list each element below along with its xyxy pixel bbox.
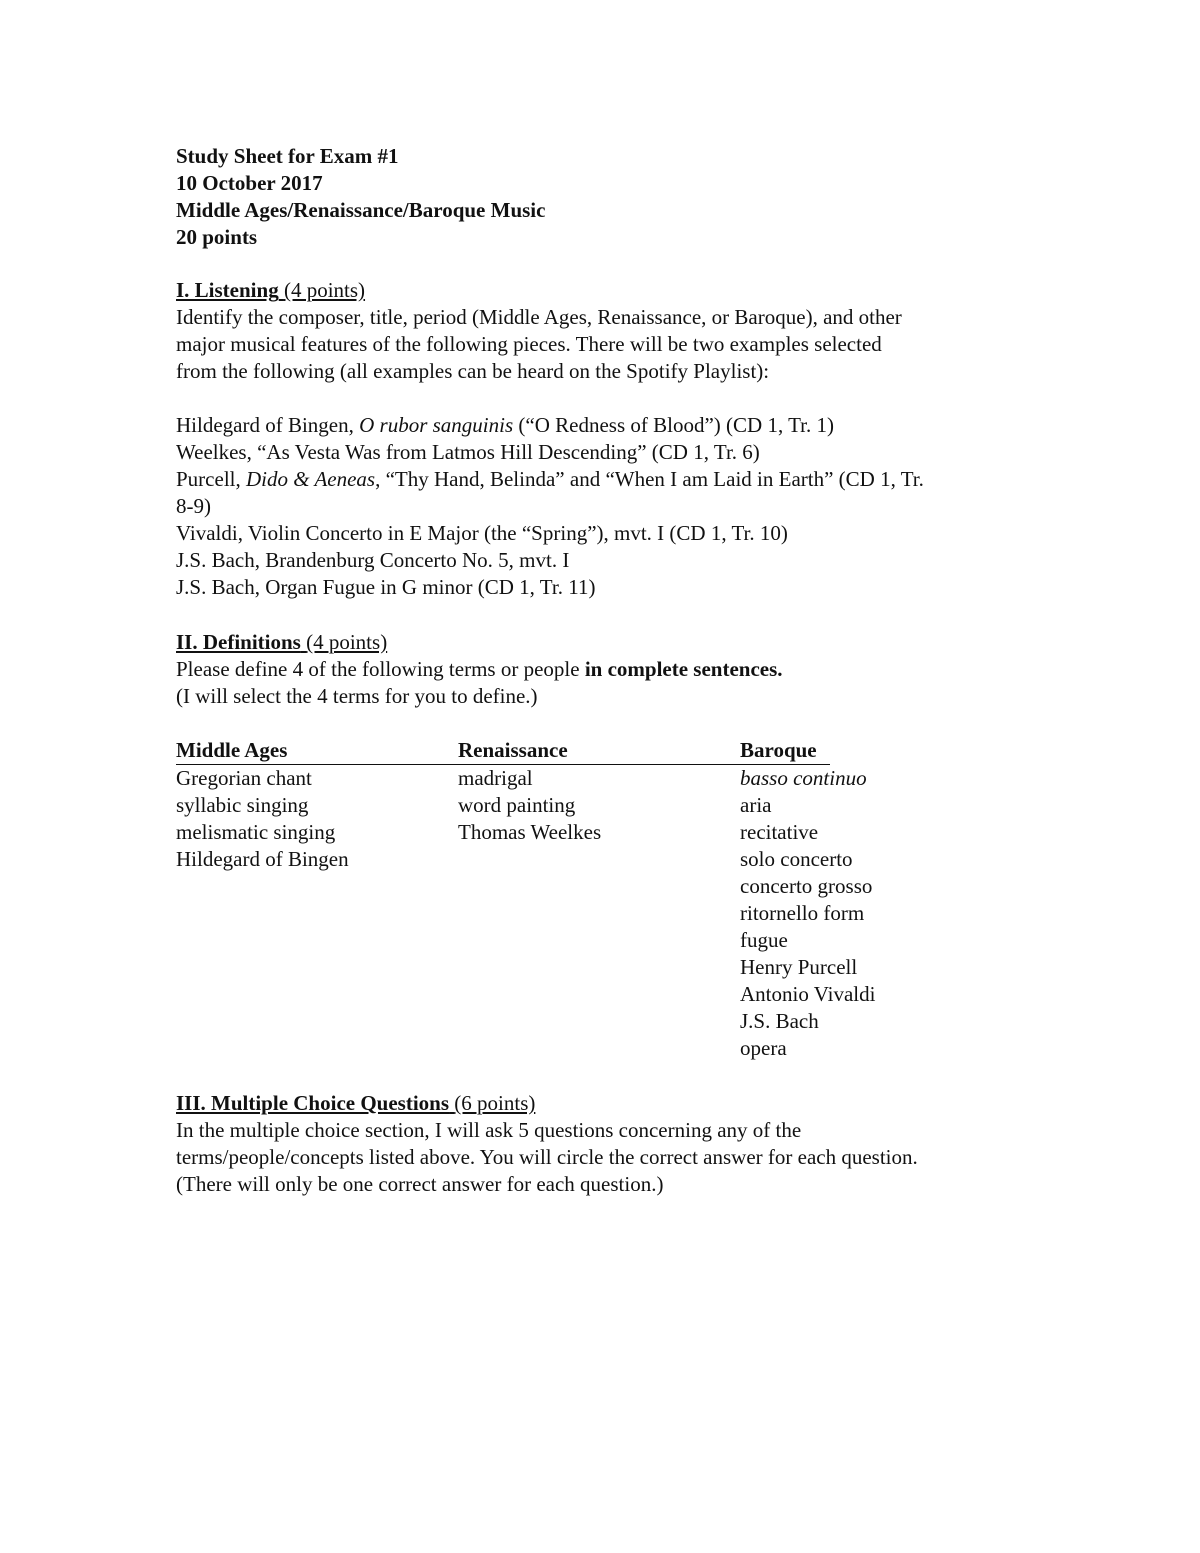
multiple-choice-line: (There will only be one correct answer for each question.)	[176, 1172, 664, 1196]
multiple-choice-line: In the multiple choice section, I will ask 5 questions concerning any of the	[176, 1118, 802, 1142]
section-title: III. Multiple Choice Questions	[176, 1091, 450, 1115]
section-points: (4 points)	[283, 278, 366, 302]
intro-line: from the following (all examples can be heard on the Spotify Playlist):	[176, 359, 770, 383]
definition-term: recitative	[740, 820, 819, 844]
definition-term: J.S. Bach	[740, 1009, 819, 1033]
definitions-note: (I will select the 4 terms for you to define.)	[176, 684, 538, 708]
definitions-instruction: Please define 4 of the following terms or people in complete sentences.	[176, 657, 783, 681]
definition-term: solo concerto	[740, 847, 853, 871]
document-total-points: 20 points	[176, 225, 258, 249]
definition-term: melismatic singing	[176, 820, 336, 844]
column-baroque	[740, 737, 876, 1062]
listening-piece: Weelkes, “As Vesta Was from Latmos Hill Descending” (CD 1, Tr. 6)	[176, 440, 760, 464]
section-points: (6 points)	[454, 1091, 536, 1115]
column-middle-ages	[176, 737, 459, 873]
column-heading: Baroque	[740, 737, 830, 765]
definition-term: fugue	[740, 928, 788, 952]
column-heading: Renaissance	[458, 737, 741, 765]
listening-piece: Hildegard of Bingen, O rubor sanguinis (“O Redness of Blood”) (CD 1, Tr. 1)	[176, 413, 834, 437]
intro-line: major musical features of the following pieces. There will be two examples selected	[176, 332, 882, 356]
definition-term: syllabic singing	[176, 793, 309, 817]
document-title: Study Sheet for Exam #1	[176, 144, 399, 168]
section-title: II. Definitions	[176, 630, 301, 654]
definition-term: basso continuo	[740, 766, 867, 790]
section-points: (4 points)	[306, 630, 388, 654]
section-listening	[176, 277, 1056, 601]
definition-term: Henry Purcell	[740, 955, 858, 979]
definition-term: concerto grosso	[740, 874, 873, 898]
multiple-choice-line: terms/people/concepts listed above. You will circle the correct answer for each question.	[176, 1145, 918, 1169]
definition-term: word painting	[458, 793, 576, 817]
document-subject: Middle Ages/Renaissance/Baroque Music	[176, 198, 546, 222]
intro-line: Identify the composer, title, period (Middle Ages, Renaissance, or Baroque), and other	[176, 305, 902, 329]
listening-piece: J.S. Bach, Organ Fugue in G minor (CD 1, Tr. 11)	[176, 575, 596, 599]
listening-piece: Purcell, Dido & Aeneas, “Thy Hand, Belinda” and “When I am Laid in Earth” (CD 1, Tr.	[176, 467, 924, 491]
document-date: 10 October 2017	[176, 171, 323, 195]
section-multiple-choice	[176, 1090, 1056, 1198]
definition-term: opera	[740, 1036, 787, 1060]
definition-term: madrigal	[458, 766, 533, 790]
definition-term: ritornello form	[740, 901, 865, 925]
document-header	[176, 143, 1056, 251]
listening-piece: J.S. Bach, Brandenburg Concerto No. 5, mvt. I	[176, 548, 570, 572]
definition-term: Hildegard of Bingen	[176, 847, 349, 871]
column-heading: Middle Ages	[176, 737, 459, 765]
section-heading	[176, 277, 1056, 304]
listening-piece: Vivaldi, Violin Concerto in E Major (the “Spring”), mvt. I (CD 1, Tr. 10)	[176, 521, 788, 545]
listening-piece: 8-9)	[176, 494, 211, 518]
section-heading	[176, 629, 1056, 656]
column-renaissance	[458, 737, 741, 846]
definition-term: Antonio Vivaldi	[740, 982, 876, 1006]
definition-term: Gregorian chant	[176, 766, 312, 790]
section-definitions	[176, 629, 1056, 710]
section-heading	[176, 1090, 1056, 1117]
section-title: I. Listening	[176, 278, 279, 302]
definition-term: aria	[740, 793, 772, 817]
definition-term: Thomas Weelkes	[458, 820, 602, 844]
